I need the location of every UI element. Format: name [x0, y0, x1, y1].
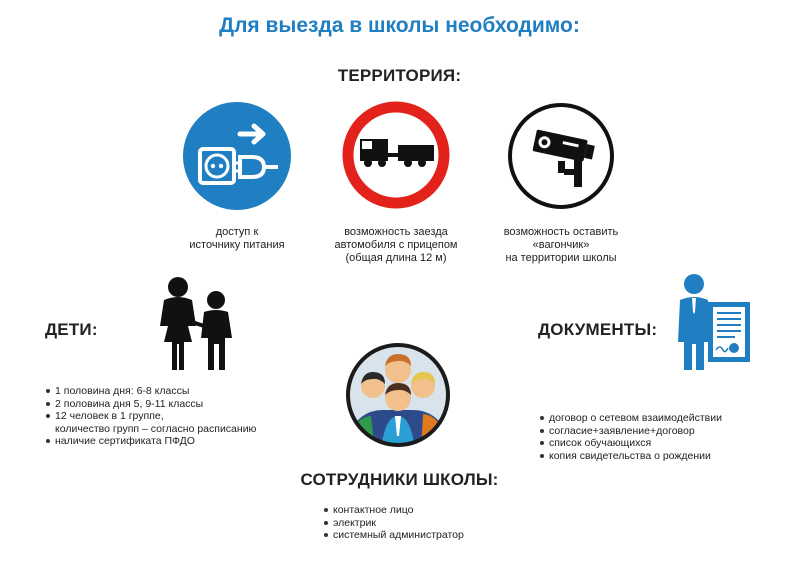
list-item: электрик — [323, 517, 464, 530]
list-item: 2 половина дня 5, 9-11 классы — [45, 398, 256, 411]
page-title: Для выезда в школы необходимо: — [219, 14, 580, 37]
adult-and-child-icon — [154, 276, 238, 372]
territory-heading: ТЕРРИТОРИЯ: — [337, 66, 462, 85]
list-item: 12 человек в 1 группе, — [45, 410, 256, 423]
power-outlet-sign-icon — [182, 101, 292, 211]
list-item: наличие сертификата ПФДО — [45, 435, 256, 448]
territory-caption-power: доступ к источнику питания — [189, 226, 285, 251]
list-item: список обучающихся — [539, 437, 722, 450]
list-item: 1 половина дня: 6-8 классы — [45, 385, 256, 398]
list-item: копия свидетельства о рождении — [539, 450, 722, 463]
list-item-continuation: количество групп – согласно расписанию — [55, 422, 257, 435]
children-list — [45, 385, 256, 448]
children-heading: ДЕТИ: — [45, 320, 98, 339]
staff-list — [323, 504, 464, 542]
businessman-with-document-icon — [676, 272, 752, 372]
list-item: контактное лицо — [323, 504, 464, 517]
no-trailer-sign-icon — [342, 101, 450, 209]
cctv-camera-sign-icon — [506, 101, 616, 211]
list-item: согласие+заявление+договор — [539, 425, 722, 438]
list-item: системный администратор — [323, 529, 464, 542]
documents-heading: ДОКУМЕНТЫ: — [538, 320, 658, 339]
territory-caption-trailer: возможность заезда автомобиля с прицепом (общая длина 12 м) — [334, 226, 458, 264]
list-item: договор о сетевом взаимодействии — [539, 412, 722, 425]
staff-heading: СОТРУДНИКИ ШКОЛЫ: — [300, 470, 499, 489]
documents-list — [539, 412, 722, 462]
group-of-people-icon — [343, 340, 453, 450]
territory-caption-wagon: возможность оставить «вагончик» на территории школы — [503, 226, 619, 264]
